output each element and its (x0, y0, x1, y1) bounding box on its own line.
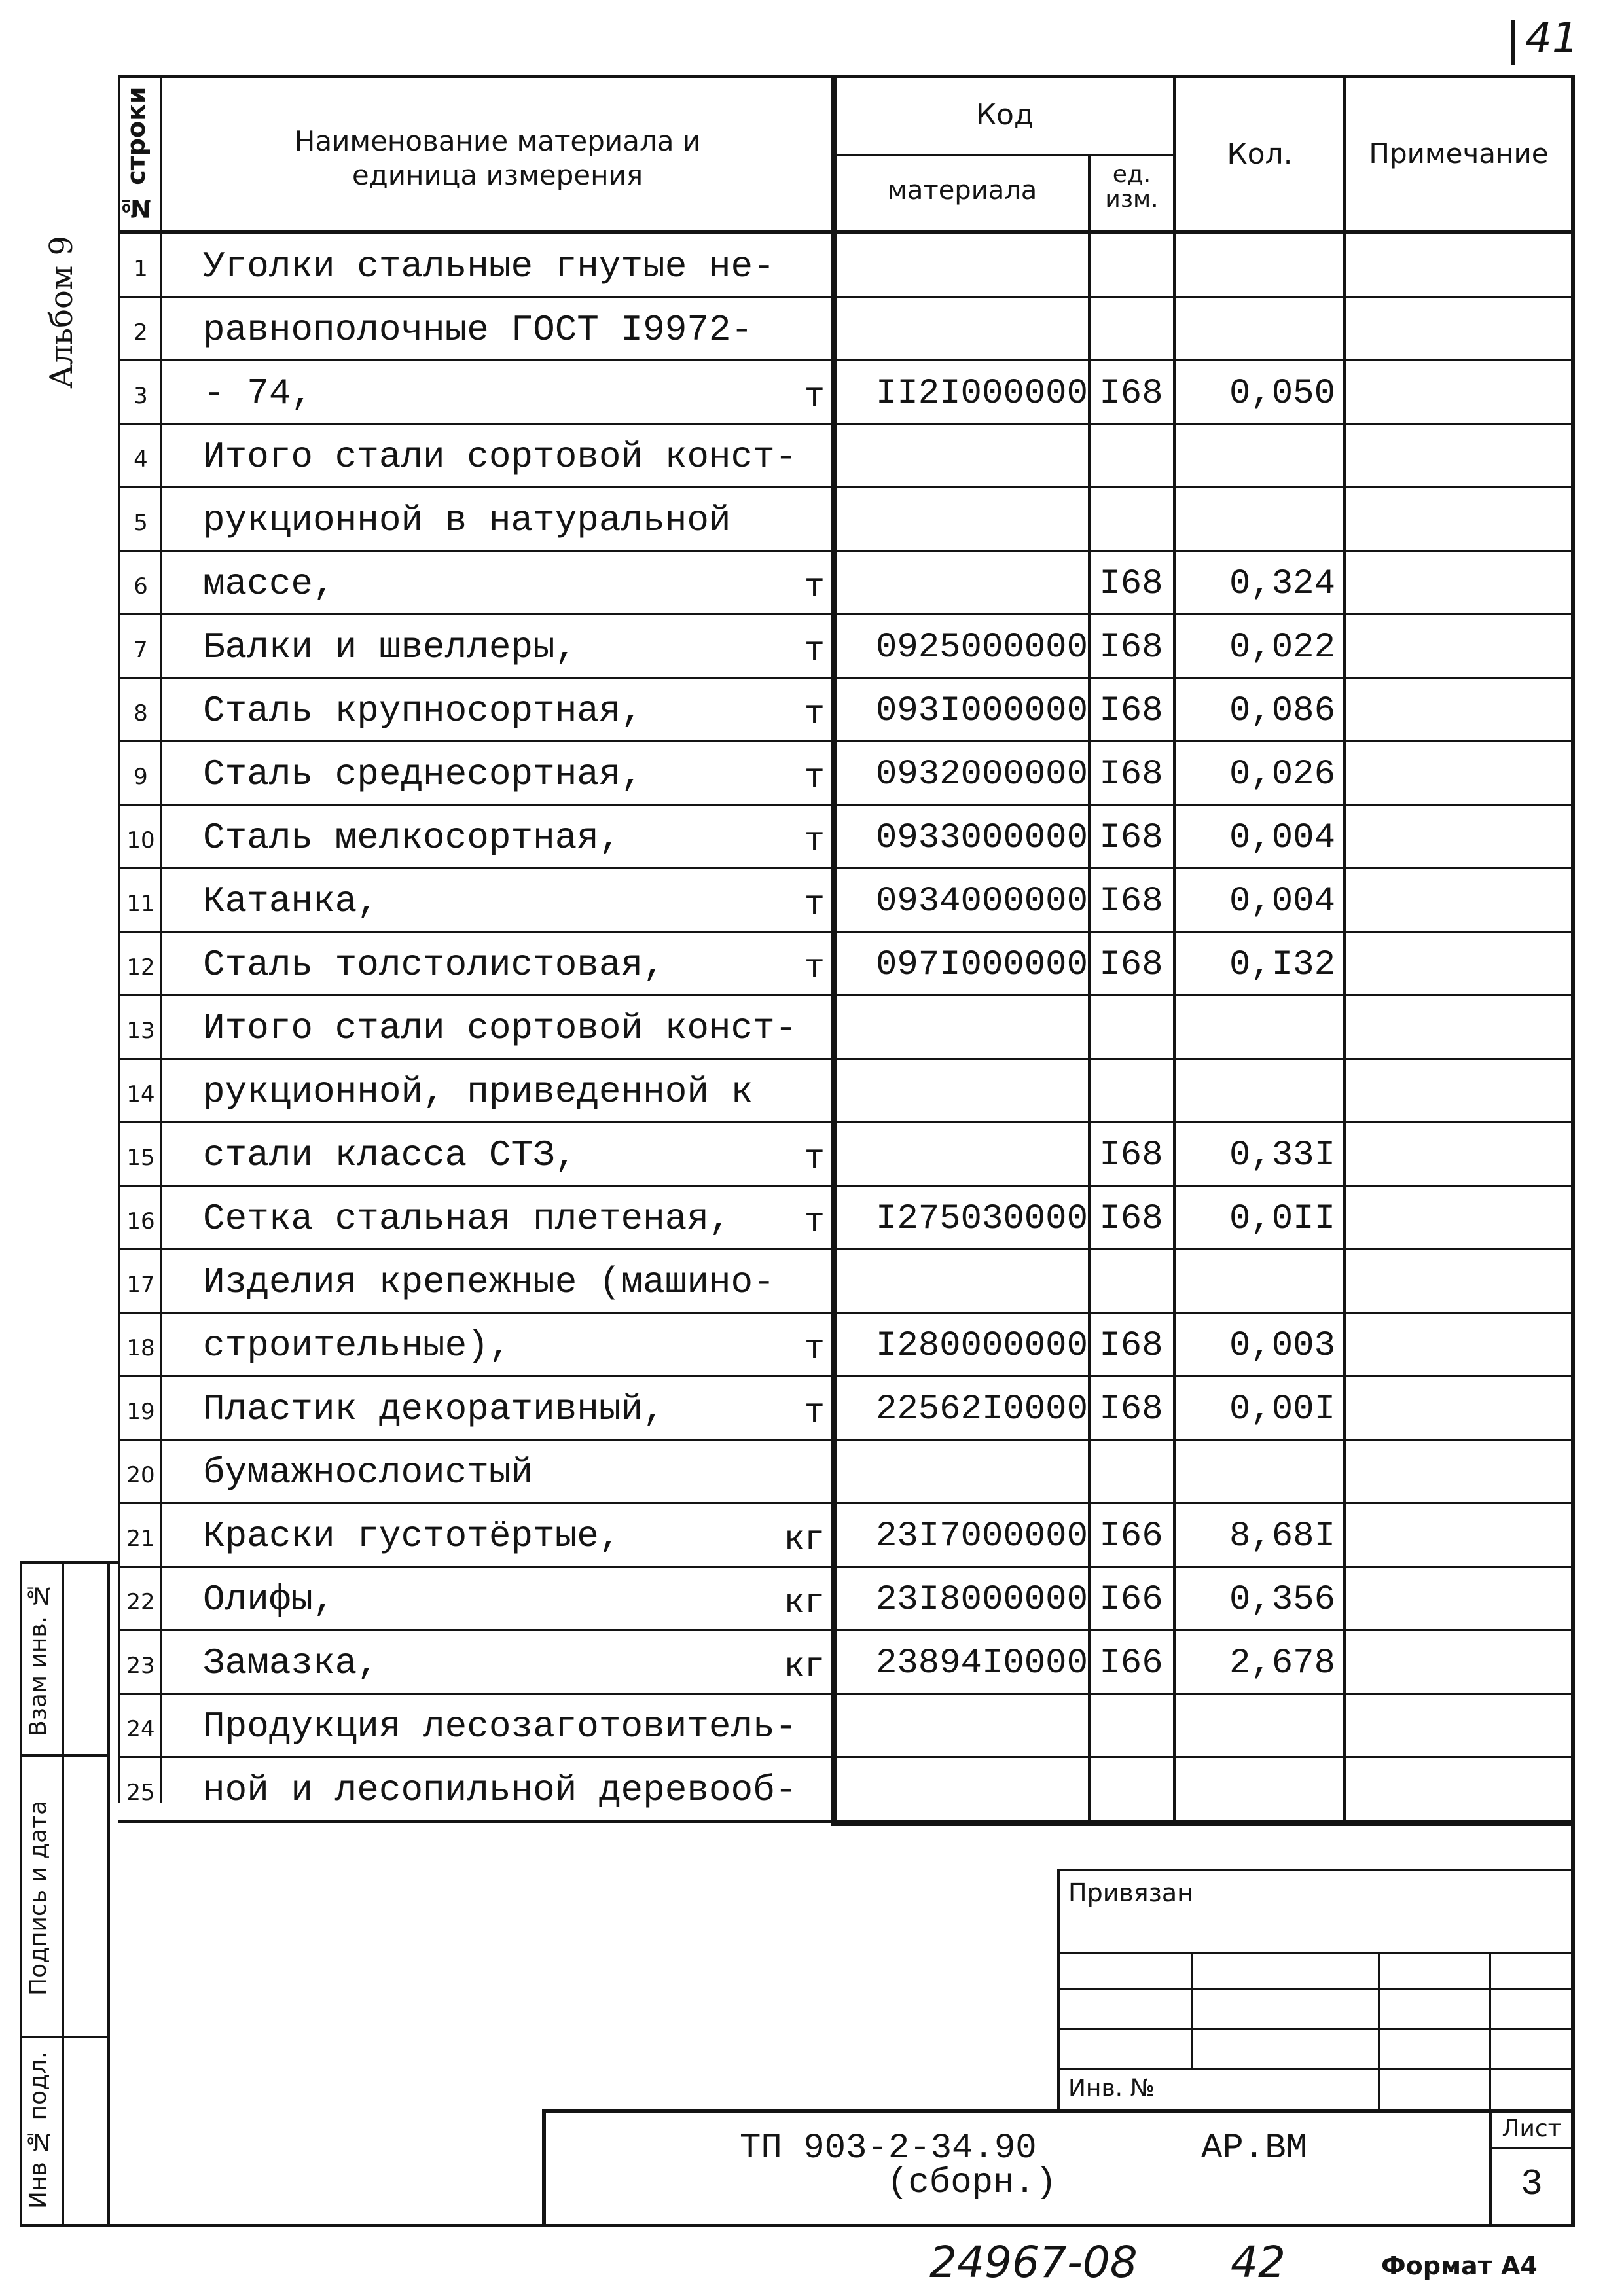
frame-bottom-border (107, 2224, 1575, 2227)
row-number: 21 (126, 1526, 155, 1552)
unit-label: т (804, 568, 825, 607)
quantity: 0,0II (1229, 1199, 1335, 1239)
unit-label: кг (784, 1520, 825, 1559)
stamp-sheet-number: 3 (1521, 2163, 1543, 2205)
material-name: бумажнослоистый (203, 1452, 533, 1494)
qty-column-border (1173, 75, 1176, 1826)
row-separator (118, 296, 1574, 298)
material-code: I275030000 (875, 1199, 1088, 1239)
row-separator (118, 423, 1574, 425)
stamp-line-2 (1057, 1988, 1573, 1990)
side-stamp-inner-border (62, 1561, 64, 2225)
material-code: 0925000000 (875, 628, 1088, 668)
row-separator (118, 550, 1574, 552)
stamp-title-left-border (542, 2109, 546, 2227)
page-number-bar (1511, 20, 1515, 65)
unit-label: т (804, 759, 825, 797)
row-number: 3 (134, 383, 148, 409)
material-code: 0933000000 (875, 818, 1088, 858)
row-number: 17 (126, 1272, 155, 1298)
row-separator (118, 740, 1574, 742)
material-name: Изделия крепежные (машино- (203, 1261, 775, 1303)
stamp-doc-code: ТП 903-2-34.90 (740, 2128, 1037, 2168)
row-number: 16 (126, 1208, 155, 1234)
material-name: Продукция лесозаготовитель- (203, 1706, 797, 1748)
unit-label: т (804, 822, 825, 861)
side-stamp-bottom-border (20, 2224, 110, 2227)
header-note: Примечание (1369, 137, 1549, 170)
stamp-inv-no: Инв. № (1068, 2075, 1155, 2102)
material-name: Сталь среднесортная, (203, 753, 643, 795)
stamp-doc-sub: (сборн.) (887, 2163, 1057, 2203)
quantity: 0,33I (1229, 1136, 1335, 1175)
stamp-col-1 (1191, 1952, 1193, 2070)
footer-handwritten-code: 24967-08 (929, 2237, 1138, 2287)
unit-label: т (804, 378, 825, 416)
stamp-privyazan: Привязан (1068, 1878, 1193, 1907)
header-qty: Кол. (1227, 137, 1293, 171)
side-stamp-podpis: Подпись и дата (25, 1800, 52, 1996)
quantity: 0,004 (1229, 882, 1335, 922)
header-code-unit: ед. изм. (1105, 161, 1159, 213)
row-separator (118, 1312, 1574, 1314)
material-code: 22562I0000 (875, 1390, 1088, 1429)
material-name: Сетка стальная плетеная, (203, 1198, 731, 1240)
material-name: Итого стали сортовой конст- (203, 1007, 797, 1049)
material-name: Сталь мелкосортная, (203, 817, 621, 859)
side-stamp-top-border (20, 1561, 118, 1564)
row-separator (118, 1121, 1574, 1123)
stamp-col-3 (1489, 1952, 1491, 2111)
footer-handwritten-number: 42 (1231, 2237, 1286, 2287)
unit-label: т (804, 1330, 825, 1369)
footer-format: Формат А4 (1381, 2251, 1538, 2280)
row-separator (118, 1629, 1574, 1631)
side-stamp-divider-2 (20, 2036, 110, 2038)
material-code: 0932000000 (875, 755, 1088, 795)
quantity: 0,050 (1229, 374, 1335, 414)
row-separator (118, 613, 1574, 615)
quantity: 0,004 (1229, 818, 1335, 858)
rownum-column-border (160, 75, 162, 1803)
unit-label: т (804, 949, 825, 988)
row-number: 13 (126, 1018, 155, 1044)
row-number: 11 (126, 891, 155, 917)
material-code: 097I000000 (875, 945, 1088, 985)
quantity: 8,68I (1229, 1516, 1335, 1556)
row-number: 7 (134, 637, 148, 663)
row-number: 23 (126, 1653, 155, 1679)
material-code: 093I000000 (875, 691, 1088, 731)
unit-label: т (804, 695, 825, 734)
material-code: 23894I0000 (875, 1643, 1088, 1683)
quantity: 0,00I (1229, 1390, 1335, 1429)
stamp-title-top-border (542, 2109, 1575, 2113)
material-code: 0934000000 (875, 882, 1088, 922)
row-separator (118, 1756, 1574, 1758)
material-name: рукционной в натуральной (203, 499, 731, 541)
row-number: 20 (126, 1462, 155, 1488)
table-top-border (118, 75, 1574, 78)
material-name: Уголки стальные гнутые не- (203, 245, 775, 287)
quantity: 0,356 (1229, 1580, 1335, 1620)
material-name: ной и лесопильной деревооб- (203, 1769, 797, 1811)
quantity: 0,003 (1229, 1326, 1335, 1366)
material-code: I280000000 (875, 1326, 1088, 1366)
row-separator (118, 1693, 1574, 1695)
unit-code: I68 (1099, 1136, 1163, 1175)
unit-label: кг (784, 1647, 825, 1686)
row-number: 1 (134, 256, 148, 282)
unit-code: I68 (1099, 882, 1163, 922)
material-name: - 74, (203, 372, 314, 414)
row-separator (118, 1375, 1574, 1377)
material-code: 23I8000000 (875, 1580, 1088, 1620)
quantity: 0,026 (1229, 755, 1335, 795)
unit-label: т (804, 1203, 825, 1242)
material-name: Краски густотёртые, (203, 1515, 621, 1557)
row-separator (118, 677, 1574, 679)
unit-code: I68 (1099, 691, 1163, 731)
side-stamp-left-border (20, 1561, 22, 2225)
unit-code: I68 (1099, 818, 1163, 858)
unit-code: I66 (1099, 1580, 1163, 1620)
unit-code: I68 (1099, 1390, 1163, 1429)
material-name: массе, (203, 563, 335, 605)
unit-label: кг (784, 1584, 825, 1623)
header-row-no: № строки (122, 86, 151, 223)
unit-label: т (804, 632, 825, 670)
row-number: 4 (134, 446, 148, 473)
unit-code: I68 (1099, 1199, 1163, 1239)
album-label: Альбом 9 (43, 236, 80, 389)
unit-code: I68 (1099, 374, 1163, 414)
material-name: Итого стали сортовой конст- (203, 436, 797, 478)
row-number: 19 (126, 1399, 155, 1425)
row-separator (118, 359, 1574, 361)
row-separator (118, 1566, 1574, 1568)
material-name: равнополочные ГОСТ I9972- (203, 309, 753, 351)
row-number: 18 (126, 1335, 155, 1361)
stamp-sheet-label: Лист (1502, 2115, 1562, 2142)
stamp-doc-mark: АР.ВМ (1201, 2128, 1308, 2168)
material-name: Сталь толстолистовая, (203, 944, 665, 986)
row-separator (118, 1058, 1574, 1060)
row-number: 10 (126, 827, 155, 853)
table-left-border (118, 75, 120, 1803)
unit-code: I68 (1099, 755, 1163, 795)
row-number: 14 (126, 1081, 155, 1107)
row-number: 25 (126, 1780, 155, 1806)
unit-label: т (804, 1393, 825, 1432)
row-number: 2 (134, 319, 148, 346)
unit-code: I68 (1099, 1326, 1163, 1366)
stamp-col-2 (1378, 1952, 1380, 2111)
row-number: 15 (126, 1145, 155, 1171)
page-number: 41 (1525, 14, 1579, 63)
material-code: II2I000000 (875, 374, 1088, 414)
unit-code: I66 (1099, 1643, 1163, 1683)
stamp-line-1 (1057, 1952, 1573, 1954)
row-separator (118, 1820, 1574, 1821)
stamp-line-4 (1057, 2068, 1573, 2070)
row-separator (118, 804, 1574, 806)
row-number: 6 (134, 573, 148, 600)
side-stamp-divider-1 (20, 1754, 110, 1757)
quantity: 2,678 (1229, 1643, 1335, 1683)
side-stamp-right-border (107, 1561, 110, 2225)
row-separator (118, 1502, 1574, 1504)
quantity: 0,086 (1229, 691, 1335, 731)
material-name: Олифы, (203, 1579, 335, 1621)
row-number: 22 (126, 1589, 155, 1615)
table-right-border (1571, 75, 1575, 1826)
material-name: рукционной, приведенной к (203, 1071, 753, 1113)
row-number: 8 (134, 700, 148, 726)
row-separator (118, 1185, 1574, 1187)
stamp-line-3 (1057, 2028, 1573, 2030)
unit-column-border (1088, 154, 1091, 1826)
header-bottom-border (118, 230, 1574, 234)
unit-code: I68 (1099, 564, 1163, 604)
row-separator (118, 931, 1574, 933)
quantity: 0,022 (1229, 628, 1335, 668)
material-name: Балки и швеллеры, (203, 626, 577, 668)
quantity: 0,I32 (1229, 945, 1335, 985)
header-code-material: материала (887, 175, 1038, 206)
unit-label: т (804, 1139, 825, 1178)
row-number: 24 (126, 1716, 155, 1742)
header-code: Код (975, 98, 1034, 132)
material-code: 23I7000000 (875, 1516, 1088, 1556)
row-separator (118, 1439, 1574, 1441)
material-name: Пластик декоративный, (203, 1388, 665, 1430)
row-separator (118, 486, 1574, 488)
unit-code: I68 (1099, 628, 1163, 668)
stamp-top-border (1057, 1869, 1573, 1871)
material-name: Катанка, (203, 880, 379, 922)
side-stamp-vzam: Взам инв. № (25, 1581, 52, 1737)
unit-code: I66 (1099, 1516, 1163, 1556)
code-column-left-border (831, 75, 837, 1826)
side-stamp-inv: Инв № подл. (25, 2051, 52, 2210)
unit-label: т (804, 886, 825, 924)
row-number: 9 (134, 764, 148, 790)
material-name: Сталь крупносортная, (203, 690, 643, 732)
header-name: Наименование материала и единица измерения (294, 125, 701, 191)
row-separator (118, 994, 1574, 996)
row-separator (118, 867, 1574, 869)
material-name: стали класса СТЗ, (203, 1134, 577, 1176)
stamp-sheet-divider (1489, 2147, 1575, 2149)
quantity: 0,324 (1229, 564, 1335, 604)
material-name: строительные), (203, 1325, 511, 1367)
row-number: 5 (134, 510, 148, 536)
note-column-border (1343, 75, 1346, 1826)
material-name: Замазка, (203, 1642, 379, 1684)
row-separator (118, 1248, 1574, 1250)
unit-code: I68 (1099, 945, 1163, 985)
row-number: 12 (126, 954, 155, 980)
code-subheader-border (831, 154, 1175, 156)
data-bottom-border (831, 1821, 1575, 1826)
